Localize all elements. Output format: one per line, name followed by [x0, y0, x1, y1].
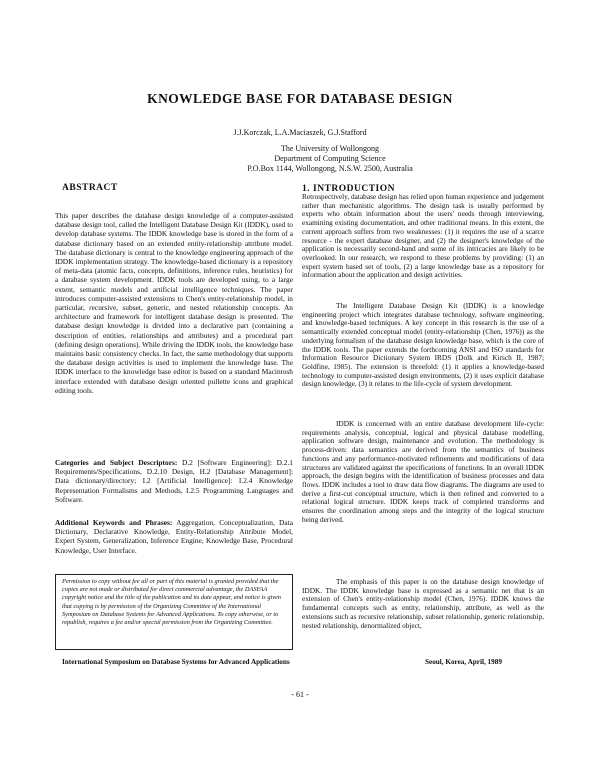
affiliation-department: Department of Computing Science — [274, 154, 386, 163]
keywords-text: Aggregation, Conceptualization, Data Dictionary, Declarative Knowledge, Entity-Relationship Attribute Model, Expert System, Generalization, Inference Engine, Knowledge Base, Procedural Knowledge, User Interface. — [55, 518, 293, 555]
intro-paragraph-2: The Intelligent Database Design Kit (IDDK) is a knowledge engineering project which integrates database technology, software engineering, and knowledge-based techniques. A key concept in this research is the use of a semantically extended conceptual model (entity-relationship (Chen, 1976)) as the underlying formalism of the database design knowledge base, which is the core of the IDDK tools. The paper extends the forthcoming ANSI and ISO standards for Information Resource Dictionary System IRDS (Dolk and Kirsch II, 1987; Goldfine, 1985). The extension is threefold: (1) it applies a knowledge-based technology to computer-assisted design environments, (2) it uses explicit database design knowledge, (3) it relates to the life-cycle of system development. — [302, 301, 544, 389]
intro-paragraph-3: IDDK is concerned with an entire database development life-cycle: requirements analysis, conceptual, logical and physical database modelling, application software design, maintenance and evolution. The methodology is process-driven: data semantics are derived from the semantics of business functions and any performance-motivated refinements and modifications of data structures are validated against the specifications of functions. In an overall IDDK approach, the design begins with the identification of business processes and data flows. IDDK includes a tool to draw data flow diagrams. The diagrams are used to derive a first-cut conceptual structure, which is then refined and converted to a relational logical structure. IDDK keeps track of completed transforms and ensures the coordination among steps and the integrity of the logical structure being derived. — [302, 419, 544, 524]
abstract-text: This paper describes the database design knowledge of a computer-assisted database design tool, called the Intelligent Database Design Kit (IDDK), used to develop database systems. The IDDK knowledge base is stored in the form of a database dictionary based on an extended entity-relationship attribute model. The database dictionary is central to the knowledge engineering approach of the IDDK implementation strategy. The knowledge-based dictionary is a repository of meta-data (atomic facts, concepts, definitions, inference rules, heuristics) for a database system development. IDDK tools are developed using, to a large extent, semantic models and artificial intelligence techniques. The paper introduces computer-assisted extensions to Chen's entity-relationship model, in particular, recursive, subset, generic, and nested relationship concepts. An architecture and framework for intelligent database design is presented. The database design knowledge is divided into a declarative part (containing a description of entities, relationships and attributes) and a procedural part (defining design operations). While driving the IDDK tools, the knowledge base maintains basic consistency checks. In fact, the same methodology that supports the database design activities is used to implement the knowledge base. The IDDK interface to the knowledge base editor is based on a standard Macintosh interface extended with database design oriented pullette icons and graphical editing tools. — [55, 211, 293, 395]
keywords-label: Additional Keywords and Phrases: — [55, 518, 173, 527]
permission-notice: Permission to copy without fee all or part of this material is granted provided that the copies are not made or distributed for direct commercial advantage, the DASFAA copyright notice and the title of the publication and its date appear, and notice is given that copying is by permission of the Organizing Committee of the International Symposium on Database Systems for Advanced Applications. To copy otherwise, or to republish, requires a fee and/or special permission from the Organizing Committee. — [62, 578, 281, 627]
authors: J.J.Korczak, L.A.Maciaszek, G.J.Stafford — [233, 128, 367, 137]
keywords-paragraph — [55, 518, 293, 555]
affiliation-university: The University of Wollongong — [280, 144, 380, 153]
introduction-heading: 1. INTRODUCTION — [302, 184, 396, 194]
intro-paragraph-4: The emphasis of this paper is on the database design knowledge of IDDK. The IDDK knowledge base is expressed as a semantic net that is an extension of Chen's entity-relationship model (Chen, 1976). IDDK knows the fundamental concepts such as entity, relationship, attribute, as well as the extensions such as recursive relationship, subset relationship, generic relationship, nested relationship, denormalized object, — [302, 577, 544, 630]
paper-title: KNOWLEDGE BASE FOR DATABASE DESIGN — [147, 91, 453, 106]
conference-location-date: Seoul, Korea, April, 1989 — [425, 658, 502, 666]
affiliation — [200, 144, 460, 174]
categories-label: Categories and Subject Descriptors: — [55, 458, 178, 467]
intro-paragraph-1: Retrospectively, database design has relied upon human experience and judgement rather than mechanistic algorithms. The design task is usually performed by experts who obtain information about the users' needs through interviewing, examining existing documentation, and other traditional means. In this extent, the current approach suffers from two weaknesses: (1) it requires the use of a scarce resource - the expert database designer, and (2) the designer's knowledge of the application is necessarily second-hand and some of its intricacies are likely to be overlooked. In our research, we respond to these problems by providing: (1) an expert system based set of tools, (2) a large knowledge base as a repository for information about the application and design activities. — [302, 192, 544, 280]
page-number: - 61 - — [291, 690, 309, 699]
abstract-heading: ABSTRACT — [62, 183, 118, 193]
categories-text: D.2 [Software Engineering]: D.2.1 Requirements/Specifications, D.2.10 Design, H.2 [Database Management]: Data dictionary/directory; I.2 [Artificial Intelligence]: I.2.4 Knowledge Representation Formalisms and Methods, I.2.5 Programming Languages and Software. — [55, 458, 294, 504]
affiliation-address: P.O.Box 1144, Wollongong, N.S.W. 2500, Australia — [247, 164, 413, 173]
categories-paragraph — [55, 458, 293, 504]
conference-name: International Symposium on Database Systems for Advanced Applications — [62, 658, 290, 666]
